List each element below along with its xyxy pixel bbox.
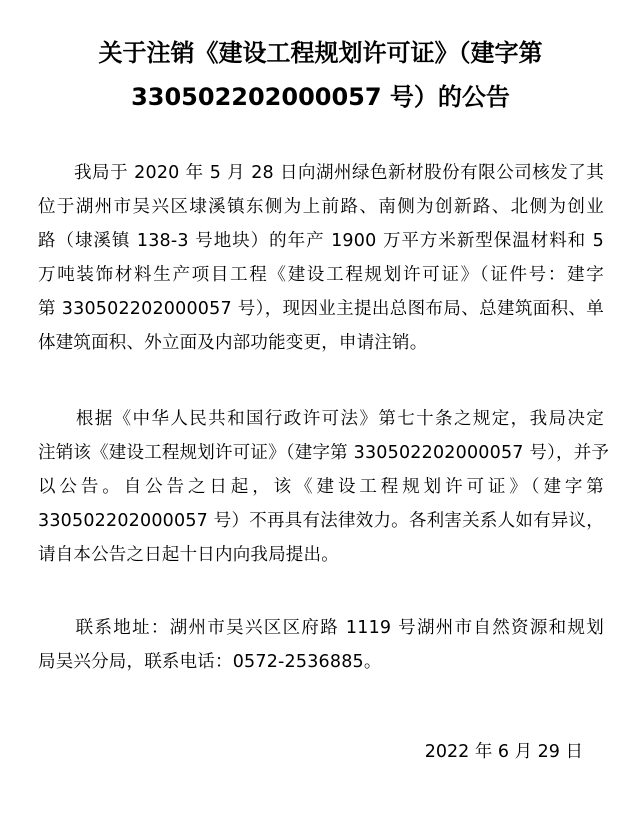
paragraph-line: 根据《中华人民共和国行政许可法》第七十条之规定，我局决定	[38, 409, 604, 429]
notice-title-line-2: 330502202000057 号）的公告	[131, 83, 510, 111]
notice-title-line-1: 关于注销《建设工程规划许可证》（建字第	[98, 39, 543, 67]
paragraph-legal-basis	[38, 402, 610, 572]
paragraph-contact-info	[38, 611, 604, 679]
paragraph-line: 330502202000057 号）不再具有法律效力。各利害关系人如有异议，	[38, 511, 604, 531]
paragraph-line: 第 330502202000057 号），现因业主提出总图布局、总建筑面积、单	[38, 299, 604, 319]
paragraph-line: 注销该《建设工程规划许可证》（建字第 330502202000057 号），并予	[38, 443, 610, 463]
paragraph-line: 联系地址：湖州市吴兴区区府路 1119 号湖州市自然资源和规划	[38, 618, 604, 638]
paragraph-line: 局吴兴分局，联系电话：0572-2536885。	[38, 652, 382, 672]
paragraph-line: 万吨装饰材料生产项目工程《建设工程规划许可证》（证件号：建字	[38, 265, 604, 285]
paragraph-line: 以公告。自公告之日起，该《建设工程规划许可证》（建字第	[38, 477, 604, 497]
paragraph-line: 请自本公告之日起十日内向我局提出。	[38, 545, 339, 565]
paragraph-line: 路（埭溪镇 138-3 号地块）的年产 1900 万平方米新型保温材料和 5	[38, 231, 604, 251]
paragraph-line: 我局于 2020 年 5 月 28 日向湖州绿色新材股份有限公司核发了其	[38, 163, 604, 183]
notice-date: 2022 年 6 月 29 日	[424, 742, 583, 762]
paragraph-revocation-details	[38, 156, 604, 360]
paragraph-line: 位于湖州市吴兴区埭溪镇东侧为上前路、南侧为创新路、北侧为创业	[38, 197, 604, 217]
paragraph-line: 体建筑面积、外立面及内部功能变更，申请注销。	[38, 333, 428, 353]
